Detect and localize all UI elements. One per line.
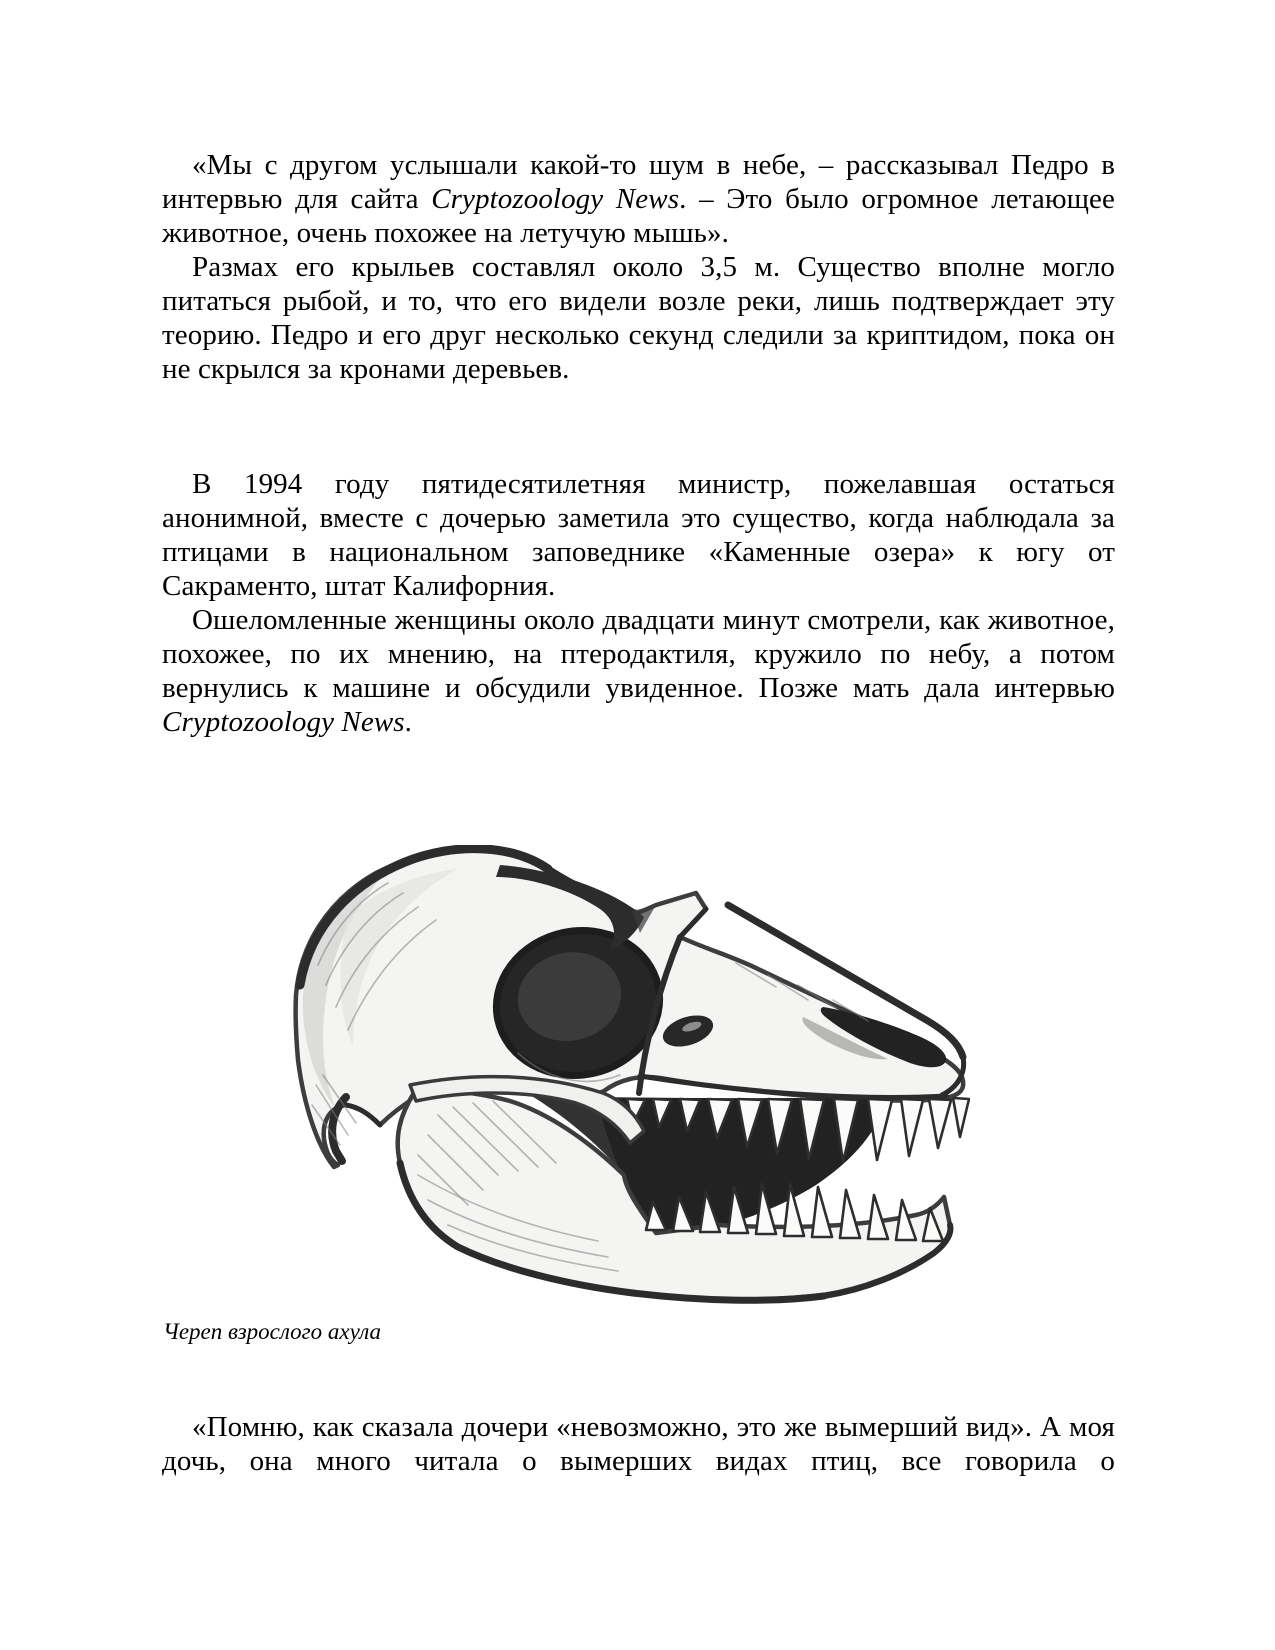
ahool-skull-sketch (288, 845, 970, 1307)
text-block-middle (162, 467, 1115, 739)
paragraph-1-text: «Мы с другом услышали какой-то шум в небе, – рассказывал Педро в интервью для сайта (162, 149, 1115, 215)
paragraph-4-site-title: Cryptozoology News (162, 706, 405, 738)
text-block-top (162, 148, 1115, 386)
paragraph-4-text-end: . (404, 706, 413, 738)
paragraph-1-site-title: Cryptozoology News (431, 183, 680, 215)
paragraph-4-text: Ошеломленные женщины около двадцати минут смотрели, как животное, похожее, по их мнению, на птеродактиля, кружило по небу, а потом вернулись к машине и обсудили увиденное. Позже мать дала интервью (162, 604, 1115, 704)
paragraph-2: Размах его крыльев составлял около 3,5 м. Существо вполне могло питаться рыбой, и то, что его видели возле реки, лишь подтверждает эту теорию. Педро и его друг несколько секунд следили за криптидом, пока он не скрылся за кронами деревьев. (162, 251, 1115, 385)
paragraph-4 (162, 603, 1115, 739)
text-block-bottom (162, 1410, 1115, 1478)
paragraph-3: В 1994 году пятидесятилетняя министр, пожелавшая остаться анонимной, вместе с дочерью заметила это существо, когда наблюдала за птицами в национальном заповеднике «Каменные озера» к югу от Сакраменто, штат Калифорния. (162, 468, 1115, 602)
figure-caption: Череп взрослого ахула (163, 1319, 382, 1344)
paragraph-5: «Помню, как сказала дочери «невозможно, это же вымерший вид». А моя дочь, она много читала о вымерших видах птиц, все говорила о (162, 1411, 1115, 1477)
paragraph-1-text-end: . – Это было огромное летающее животное, очень похожее на летучую мышь». (162, 183, 1115, 249)
paragraph-1 (162, 148, 1115, 250)
skull-figure (288, 845, 970, 1307)
